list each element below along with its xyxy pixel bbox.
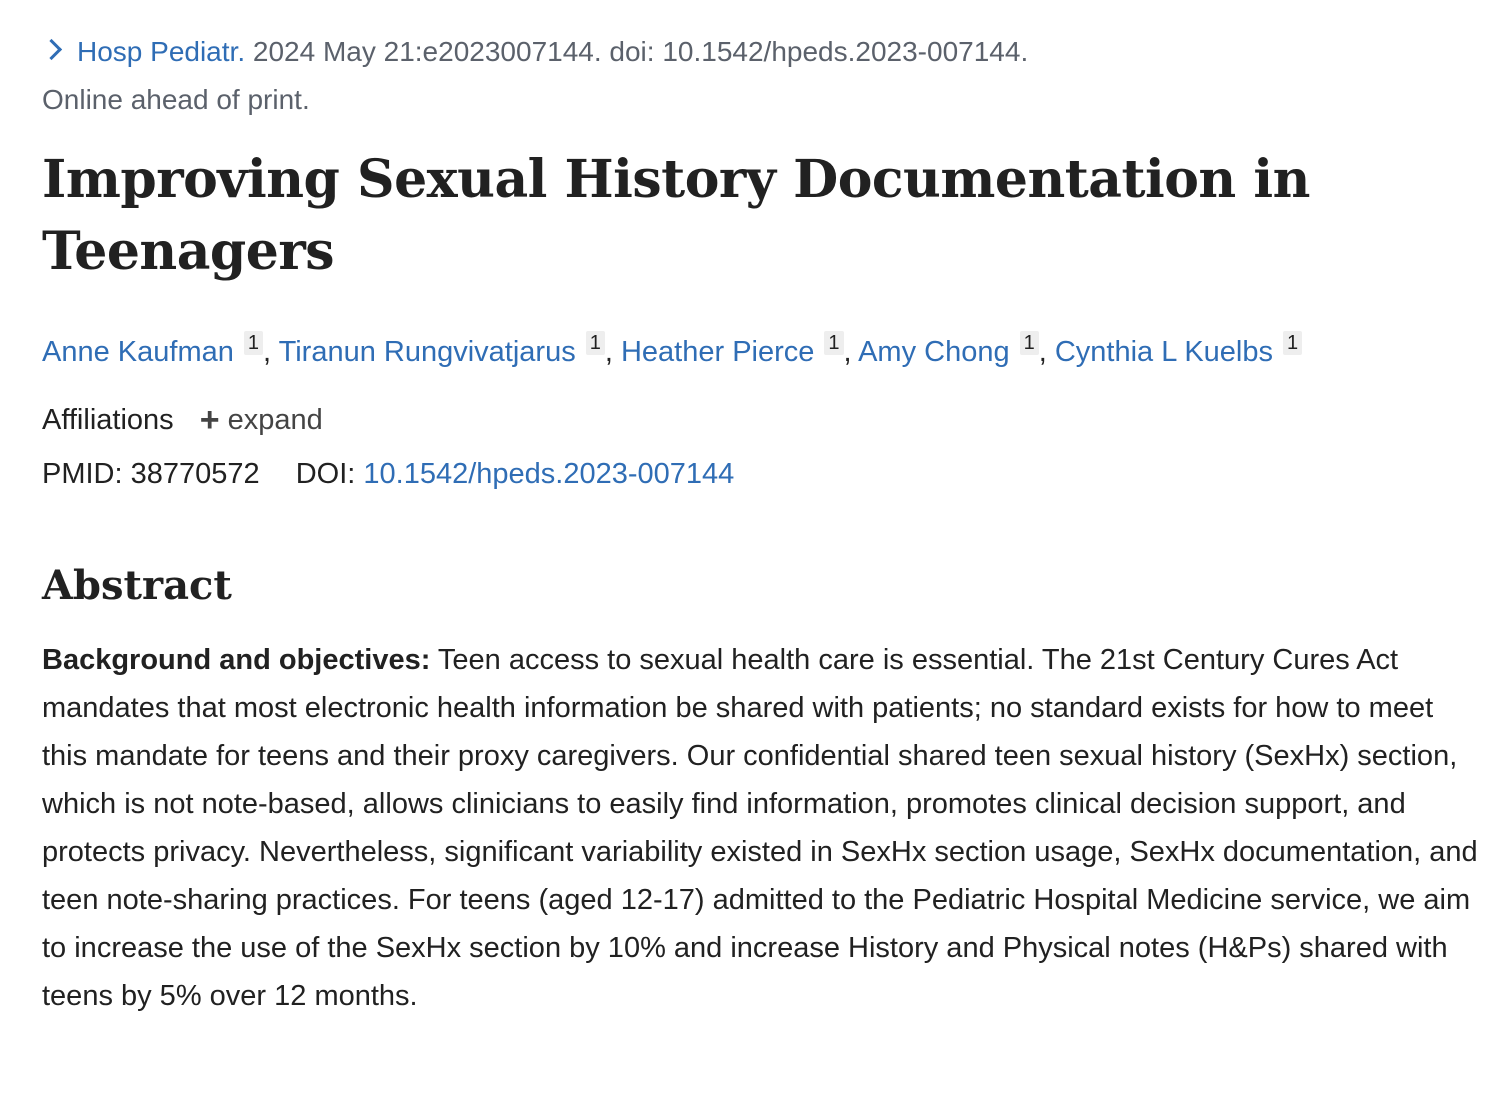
expand-label: expand bbox=[227, 404, 323, 436]
affiliation-marker[interactable]: 1 bbox=[1283, 331, 1302, 355]
affiliation-marker[interactable]: 1 bbox=[1020, 331, 1039, 355]
doi-link[interactable]: 10.1542/hpeds.2023-007144 bbox=[363, 458, 735, 490]
journal-link[interactable]: Hosp Pediatr. bbox=[77, 36, 246, 67]
author-link[interactable]: Cynthia L Kuelbs bbox=[1054, 336, 1273, 368]
abstract-heading: Abstract bbox=[42, 562, 232, 609]
publication-status: Online ahead of print. bbox=[42, 84, 310, 115]
affiliations-expand-button[interactable] bbox=[199, 401, 323, 439]
doi-label: DOI: bbox=[295, 458, 356, 490]
affiliations-label: Affiliations bbox=[42, 404, 174, 436]
citation-line bbox=[42, 28, 1494, 76]
pmid-label: PMID: bbox=[42, 458, 123, 490]
affiliation-marker[interactable]: 1 bbox=[824, 331, 843, 355]
author-separator: , bbox=[604, 336, 613, 368]
abstract-paragraph bbox=[42, 636, 1482, 1020]
author-separator: , bbox=[262, 336, 272, 368]
author-separator: , bbox=[843, 336, 852, 368]
affiliations-row bbox=[42, 398, 1494, 440]
citation-details: 2024 May 21:e2023007144. doi: 10.1542/hpeds.2023-007144. bbox=[252, 36, 1029, 67]
author-link[interactable]: Heather Pierce bbox=[620, 336, 815, 368]
chevron-right-icon[interactable] bbox=[41, 39, 62, 60]
plus-icon: + bbox=[199, 401, 220, 439]
author-link[interactable]: Tiranun Rungvivatjarus bbox=[278, 336, 576, 368]
affiliation-marker[interactable]: 1 bbox=[244, 331, 263, 355]
affiliation-marker[interactable]: 1 bbox=[586, 331, 605, 355]
article-title: Improving Sexual History Documentation in Teenagers bbox=[42, 149, 1310, 282]
author-list bbox=[42, 330, 1494, 374]
author-link[interactable]: Amy Chong bbox=[858, 336, 1010, 368]
abstract-section-label: Background and objectives: bbox=[42, 644, 431, 676]
pmid-value: 38770572 bbox=[130, 458, 260, 490]
author-separator: , bbox=[1038, 336, 1047, 368]
author-link[interactable]: Anne Kaufman bbox=[42, 336, 234, 368]
identifiers-row bbox=[42, 454, 1494, 494]
abstract-section-text: Teen access to sexual health care is essential. The 21st Century Cures Act mandates that most electronic health information be shared with patients; no standard exists for how to meet this mandate for teens and their proxy caregivers. Our confidential shared teen sexual history (SexHx) section, which is not note-based, allows clinicians to easily find information, promotes clinical decision support, and protects privacy. Nevertheless, significant variability existed in SexHx section usage, SexHx documentation, and teen note-sharing practices. For teens (aged 12-17) admitted to the Pediatric Hospital Medicine service, we aim to increase the use of the SexHx section by 10% and increase History and Physical notes (H&Ps) shared with teens by 5% over 12 months. bbox=[42, 644, 1478, 1012]
